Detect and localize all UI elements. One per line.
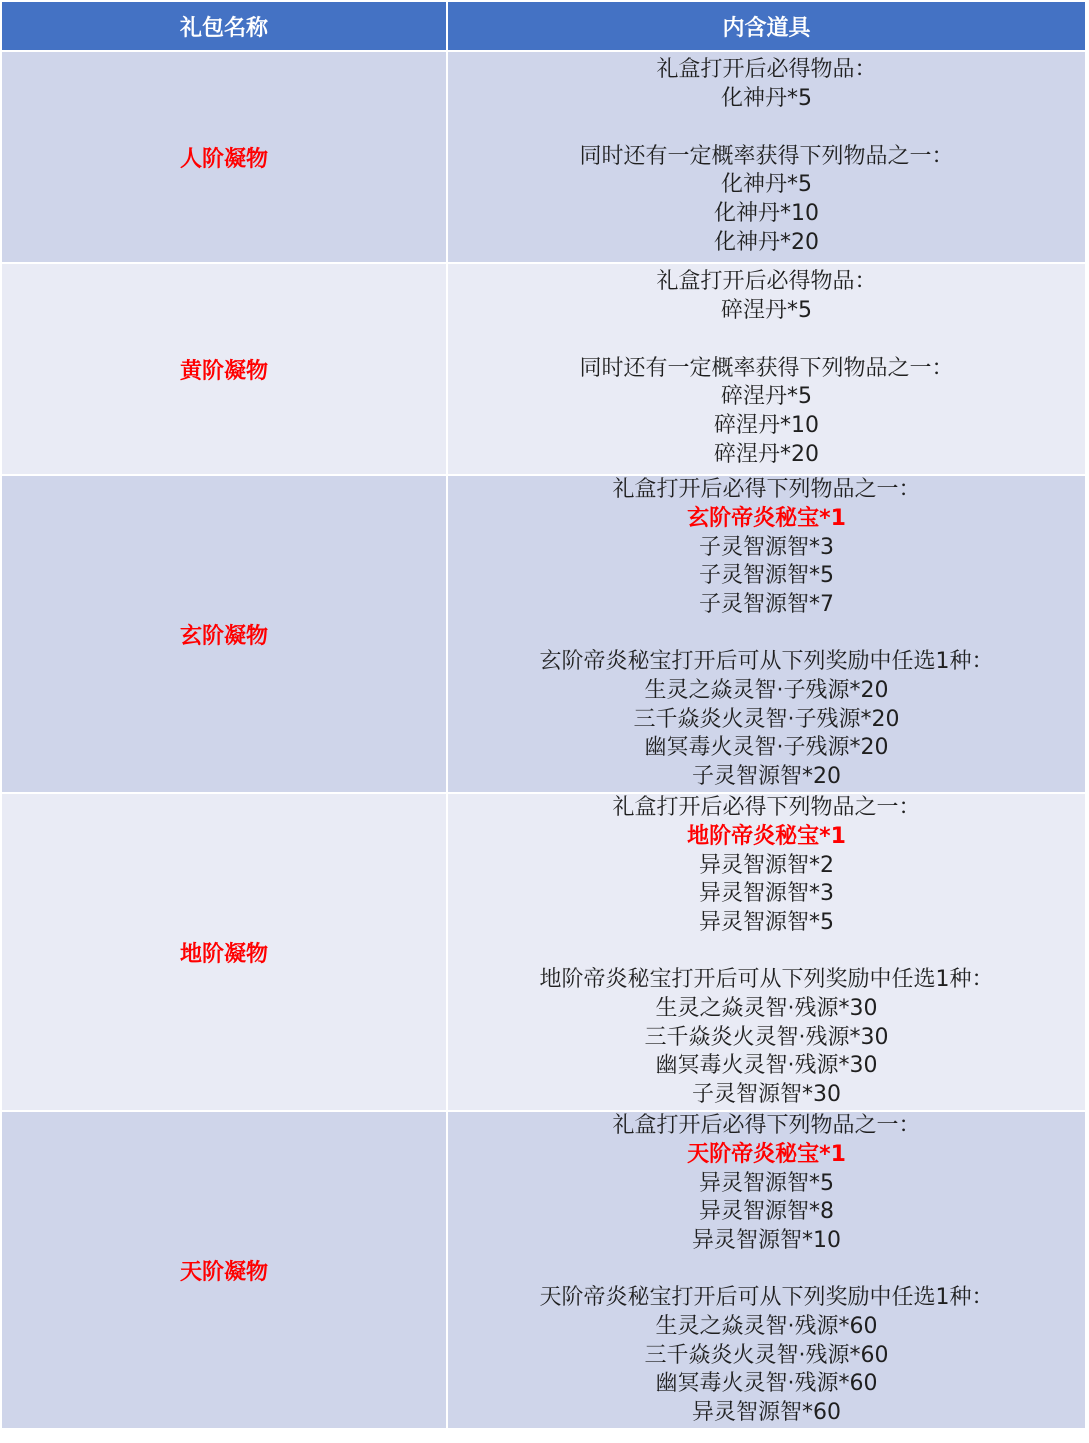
item-line: 礼盒打开后必得物品： <box>656 269 877 295</box>
item-line: 礼盒打开后必得物品： <box>656 57 877 83</box>
item-line: 天阶帝炎秘宝打开后可从下列奖励中任选1种： <box>539 1285 994 1311</box>
item-line: 异灵智源智*5 <box>699 910 834 936</box>
item-line: 异灵智源智*5 <box>699 1170 834 1196</box>
item-line: 碎涅丹*5 <box>721 384 812 410</box>
table-row <box>2 1110 1085 1428</box>
table-header <box>2 2 1085 50</box>
header-contents: 内含道具 <box>722 15 811 41</box>
item-line: 异灵智源智*3 <box>699 881 834 907</box>
item-line: 幽冥毒火灵智·残源*60 <box>655 1371 878 1397</box>
contents-cell <box>448 264 1085 474</box>
item-line: 三千焱炎火灵智·残源*30 <box>644 1024 889 1050</box>
table-row <box>2 474 1085 792</box>
table-row <box>2 50 1085 262</box>
gift-name: 地阶凝物 <box>2 794 448 1110</box>
contents-cell <box>448 1112 1085 1428</box>
item-line: 三千焱炎火灵智·子残源*20 <box>633 706 900 732</box>
item-line: 化神丹*20 <box>714 229 819 255</box>
item-line: 化神丹*5 <box>721 86 812 111</box>
gift-name: 玄阶凝物 <box>2 476 448 792</box>
item-line: 幽冥毒火灵智·残源*30 <box>655 1053 878 1079</box>
gift-pack-table <box>2 2 1085 1428</box>
contents-cell <box>448 52 1085 262</box>
item-line: 子灵智源智*7 <box>699 592 834 618</box>
gift-name: 天阶凝物 <box>2 1112 448 1428</box>
item-line: 化神丹*5 <box>721 172 812 198</box>
item-line: 异灵智源智*10 <box>692 1228 841 1254</box>
item-line: 子灵智源智*20 <box>692 764 841 790</box>
gift-name: 黄阶凝物 <box>2 264 448 474</box>
item-line: 异灵智源智*60 <box>692 1400 841 1426</box>
item-line: 同时还有一定概率获得下列物品之一： <box>579 143 954 169</box>
item-line: 子灵智源智*3 <box>699 534 834 560</box>
table-row <box>2 792 1085 1110</box>
item-line: 生灵之焱灵智·残源*30 <box>655 995 878 1021</box>
highlighted-item-line: 地阶帝炎秘宝*1 <box>687 823 846 849</box>
item-line: 生灵之焱灵智·残源*60 <box>655 1313 878 1339</box>
item-line: 碎涅丹*20 <box>714 441 819 467</box>
item-line: 礼盒打开后必得下列物品之一： <box>612 795 921 820</box>
item-line: 化神丹*10 <box>714 201 819 227</box>
item-line: 同时还有一定概率获得下列物品之一： <box>579 355 954 381</box>
gift-name: 人阶凝物 <box>2 52 448 262</box>
item-line: 礼盒打开后必得下列物品之一： <box>612 477 921 502</box>
highlighted-item-line: 玄阶帝炎秘宝*1 <box>687 505 846 531</box>
contents-cell <box>448 476 1085 792</box>
item-line: 玄阶帝炎秘宝打开后可从下列奖励中任选1种： <box>539 649 994 675</box>
item-line: 礼盒打开后必得下列物品之一： <box>612 1113 921 1138</box>
highlighted-item-line: 天阶帝炎秘宝*1 <box>687 1141 846 1167</box>
header-gift-name: 礼包名称 <box>2 2 448 50</box>
item-line: 异灵智源智*2 <box>699 852 834 878</box>
contents-cell <box>448 794 1085 1110</box>
item-line: 幽冥毒火灵智·子残源*20 <box>644 735 889 761</box>
table-body <box>2 50 1085 1428</box>
item-line: 碎涅丹*10 <box>714 413 819 439</box>
item-line: 子灵智源智*5 <box>699 563 834 589</box>
item-line: 三千焱炎火灵智·残源*60 <box>644 1342 889 1368</box>
item-line: 异灵智源智*8 <box>699 1199 834 1225</box>
item-line: 碎涅丹*5 <box>721 298 812 323</box>
item-line: 生灵之焱灵智·子残源*20 <box>644 677 889 703</box>
item-line: 地阶帝炎秘宝打开后可从下列奖励中任选1种： <box>539 967 994 993</box>
table-row <box>2 262 1085 474</box>
item-line: 子灵智源智*30 <box>692 1082 841 1108</box>
